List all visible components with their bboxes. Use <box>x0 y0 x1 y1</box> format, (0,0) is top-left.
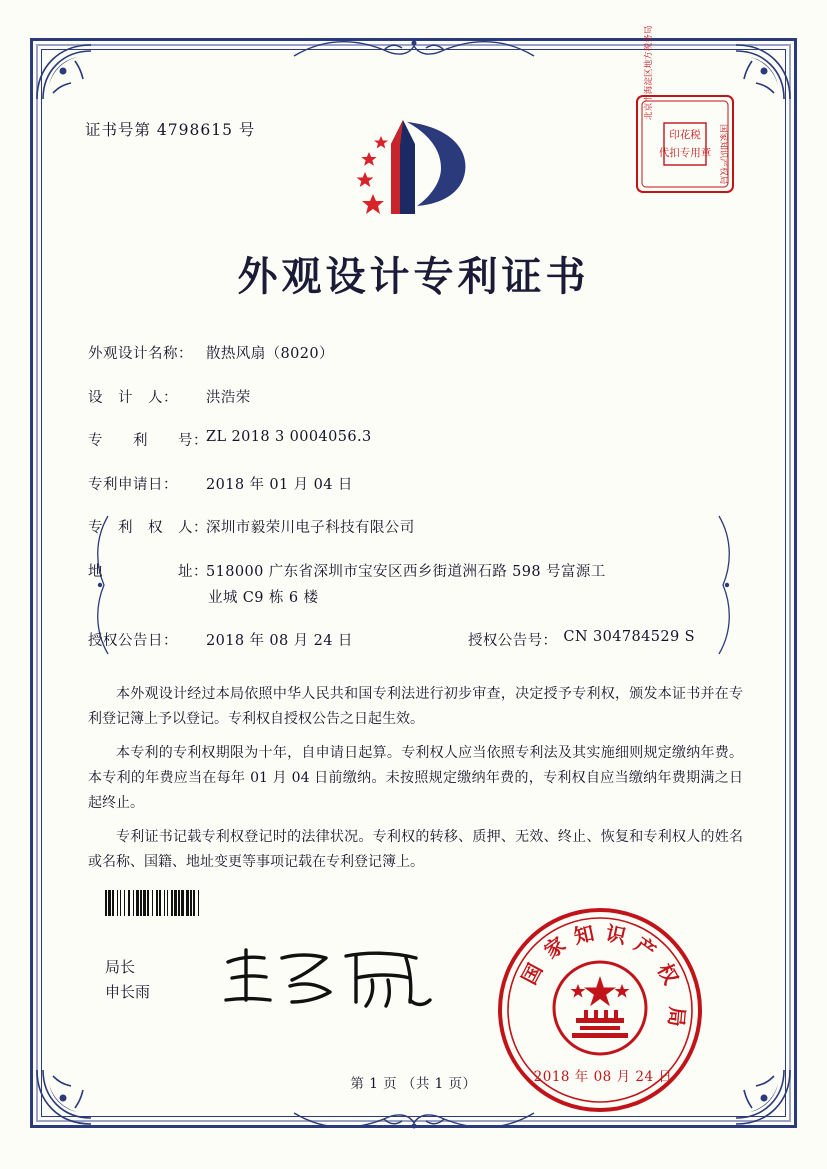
field-design-name <box>88 342 748 363</box>
field-value: 洪浩荣 <box>206 389 251 406</box>
svg-text:印花税: 印花税 <box>669 129 701 141</box>
field-label: 设 计 人： <box>88 389 178 406</box>
field-label: 专 利 权 人： <box>88 520 208 536</box>
address-line-2: 业城 C9 栋 6 楼 <box>208 589 319 606</box>
field-label: 外观设计名称： <box>88 346 193 362</box>
tax-withholding-seal <box>631 25 739 198</box>
field-value <box>206 560 748 607</box>
svg-text:权: 权 <box>652 959 684 989</box>
director-label: 局长 <box>105 958 136 976</box>
barcode <box>105 890 320 916</box>
field-value: ZL 2018 3 0004056.3 <box>206 429 372 445</box>
field-patentee <box>88 516 748 537</box>
certificate-content <box>60 25 767 1100</box>
paragraph-2: 本专利的专利权期限为十年，自申请日起算。专利权人应当依照专利法及其实施细则规定缴纳年费。本专利的年费应当在每年 01 月 04 日前缴纳。未按照规定缴纳年费的，专利权自应当缴纳年费期满之日起终止。 <box>88 745 743 811</box>
field-label: 授权公告日： <box>88 633 178 649</box>
director-name: 申长雨 <box>105 983 151 1001</box>
address-line-1: 518000 广东省深圳市宝安区西乡街道洲石路 598 号富源工 <box>206 563 606 580</box>
top-center-ornament <box>284 36 544 62</box>
svg-text:产: 产 <box>630 932 661 964</box>
field-grant-publication <box>88 629 748 650</box>
field-patent-number <box>88 429 748 450</box>
cnipa-patent-logo-icon <box>345 110 485 225</box>
field-value: 2018 年 01 月 04 日 <box>206 476 353 493</box>
legal-text <box>88 682 743 884</box>
svg-text:国: 国 <box>516 959 548 989</box>
svg-text:北京市海淀区地方税务局: 北京市海淀区地方税务局 <box>644 25 654 120</box>
field-label: 地 址： <box>88 563 208 580</box>
field-application-date <box>88 473 748 494</box>
svg-text:国家知识产权局: 国家知识产权局 <box>718 124 728 185</box>
fields-table <box>88 342 748 673</box>
seal-date: 2018 年 08 月 24 日 <box>533 1069 673 1085</box>
grant-publication-date: 2018 年 08 月 24 日 <box>206 633 353 649</box>
paragraph-3: 专利证书记载专利权登记时的法律状况。专利权的转移、质押、无效、终止、恢复和专利权人的姓名或名称、国籍、地址变更等事项记载在专利登记簿上。 <box>88 829 743 870</box>
svg-text:代扣专用章: 代扣专用章 <box>658 147 712 159</box>
grant-publication-number-label: 授权公告号： <box>468 633 558 649</box>
field-address <box>88 560 748 607</box>
certificate-number: 证书号第 4798615 号 <box>85 121 256 139</box>
handwritten-signature <box>220 940 450 1015</box>
grant-publication-number: CN 304784529 S <box>563 629 695 645</box>
svg-text:局: 局 <box>663 1005 690 1028</box>
paragraph-1: 本外观设计经过本局依照中华人民共和国专利法进行初步审查，决定授予专利权，颁发本证书并在专利登记簿上予以登记。专利权自授权公告之日起生效。 <box>88 686 743 727</box>
signature-block <box>105 955 150 1005</box>
field-value: 深圳市毅荣川电子科技有限公司 <box>206 520 415 536</box>
field-label: 专 利 号： <box>88 433 208 449</box>
field-value: 散热风扇（8020） <box>206 346 334 362</box>
svg-text:知: 知 <box>571 920 597 949</box>
page-footer: 第 1 页 （共 1 页） <box>350 1076 477 1092</box>
page-title: 外观设计专利证书 <box>237 253 590 300</box>
svg-text:家: 家 <box>539 932 570 964</box>
svg-text:识: 识 <box>603 920 629 949</box>
field-label: 专利申请日： <box>88 476 178 493</box>
field-designer <box>88 386 748 407</box>
